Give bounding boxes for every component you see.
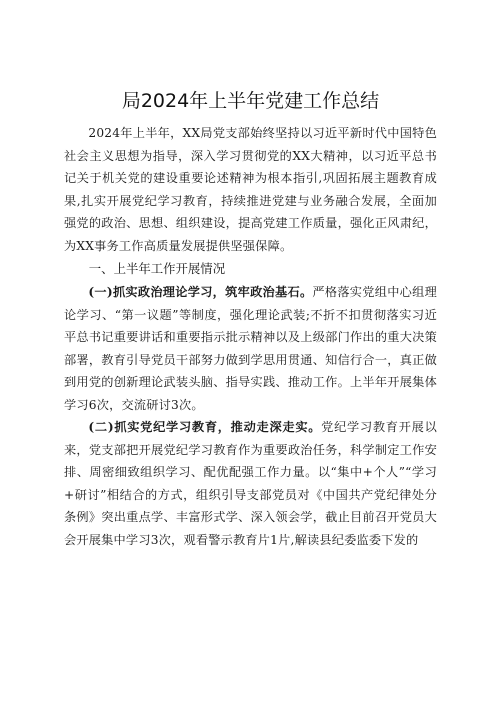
document-title: 局2024年上半年党建工作总结: [121, 90, 380, 112]
item-paragraph-2: [64, 416, 437, 551]
item-body-1: 严格落实党组中心组理论学习、“第一议题”等制度，强化理论武装;不折不扣贯彻落实习近平总书记重要讲话和重要指示批示精神以及上级部门作出的重大决策部署，教育引导党员干部努力做到学思用贯通、知信行合一，真正做到用党的创新理论武装头脑、指导实践、推动工作。上半年开展集体学习6次，交流研讨3次。: [64, 285, 437, 412]
intro-paragraph: 2024年上半年，XX局党支部始终坚持以习近平新时代中国特色社会主义思想为指导，深入学习贯彻党的XX大精神，以习近平总书记关于机关党的建设重要论述精神为根本指引,巩固拓展主题教育成果,扎实开展党纪学习教育，持续推进党建与业务融合发展，全面加强党的政治、思想、组织建设，提高党建工作质量，强化正风肃纪，为XX事务工作高质量发展提供坚强保障。: [64, 126, 437, 253]
item-lead-2: (二)抓实党纪学习教育，推动走深走实。: [88, 420, 322, 434]
item-lead-1: (一)抓实政治理论学习，筑牢政治基石。: [88, 285, 313, 299]
item-body-2: 党纪学习教育开展以来，党支部把开展党纪学习教育作为重要政治任务，科学制定工作安排、周密细致组织学习、配优配强工作力量。以“集中+个人”“学习+研讨”相结合的方式，组织引导支部党员对《中国共产党纪律处分条例》突出重点学、丰富形式学、深入领会学，截止目前召开党员大会开展集中学习3次，观看警示教育片1片,解读县纪委监委下发的: [64, 420, 437, 547]
document-body: [64, 88, 437, 551]
section-heading: 一、上半年工作开展情况: [88, 261, 226, 276]
item-paragraph-1: [64, 281, 437, 416]
